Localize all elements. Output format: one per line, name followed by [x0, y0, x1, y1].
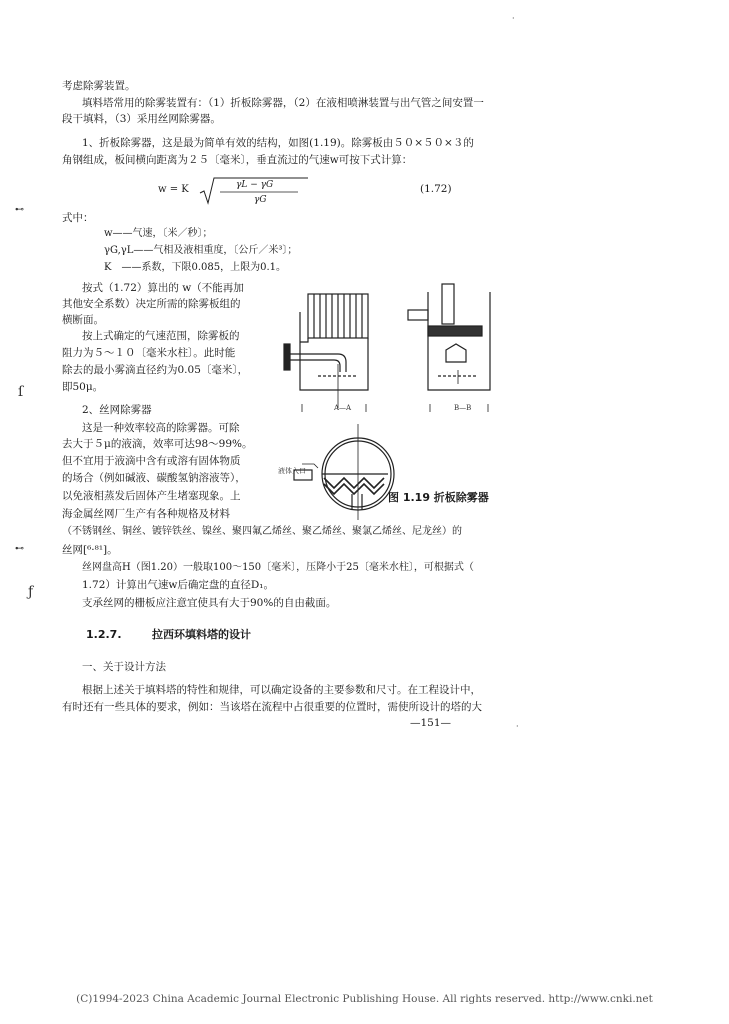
formula-denominator: γG: [254, 195, 267, 205]
text-line: 段干填料，（3）采用丝网除雾器。: [62, 113, 221, 125]
page-number: —151—: [410, 717, 452, 729]
text-line: 以免液相蒸发后固体产生堵塞现象。上: [62, 490, 241, 502]
text-line: 丝网盘高H（图1.20）一般取100～150〔毫米〕，压降小于25〔毫米水柱〕，可根据式（: [82, 562, 474, 573]
text-line: 丝网[⁶·⁸¹]。: [62, 544, 118, 556]
cross-section-drawing: [292, 420, 422, 520]
margin-mark: ⊷: [15, 205, 24, 215]
margin-mark: ſ: [18, 384, 24, 400]
text-line: 2、丝网除雾器: [82, 404, 152, 416]
text-line: 1、折板除雾器，这是最为简单有效的结构，如图(1.19)。除雾板由５０×５０×３的: [82, 137, 474, 149]
text-line: 去大于５μ的液滴，效率可达98～99%。: [62, 438, 253, 450]
text-line: 除去的最小雾滴直径约为0.05〔毫米〕，: [62, 364, 249, 376]
formula-numerator: γL − γG: [236, 180, 274, 190]
text-line: 但不宜用于液滴中含有或溶有固体物质: [62, 455, 241, 467]
label-b-b: B—B: [454, 404, 472, 412]
text-line: 即50μ。: [62, 381, 104, 393]
text-line: 支承丝网的栅板应注意宜使具有大于90%的自由截面。: [82, 597, 337, 609]
text-line: 阻力为５～１０〔毫米水柱〕。此时能: [62, 347, 236, 359]
figure-1-19: [278, 280, 508, 520]
text-line: 横断面。: [62, 314, 104, 326]
text-line: γG,γL——气相及液相重度，〔公斤／米³〕；: [104, 245, 298, 256]
text-line: 角钢组成，板间横向距离为２５〔毫米〕，垂直流过的气速w可按下式计算：: [62, 154, 413, 166]
subsection-heading: 一、关于设计方法: [82, 661, 166, 673]
text-line: 填料塔常用的除雾装置有：（1）折板除雾器，（2）在液相喷淋装置与出气管之间安置一: [82, 97, 484, 109]
figure-caption: 图 1.19 折板除雾器: [388, 491, 489, 504]
label-inlet: 液体入口: [278, 467, 306, 475]
text-line: 根据上述关于填料塔的特性和规律，可以确定设备的主要参数和尺寸。在工程设计中，: [82, 684, 481, 696]
text-line: 考虑除雾装置。: [62, 80, 136, 92]
text-line: 按上式确定的气速范围，除雾板的: [82, 330, 240, 342]
text-line: 按式（1.72）算出的 w（不能再加: [82, 282, 244, 294]
copyright-footer: (C)1994-2023 China Academic Journal Electronic Publishing House. All rights reserved. http://www.cnki.net: [76, 993, 653, 1005]
section-title: 拉西环填料塔的设计: [152, 628, 251, 641]
text-line: 的场合（例如碱液、碳酸氢钠溶液等），: [62, 472, 246, 484]
text-line: 这是一种效率较高的除雾器。可除: [82, 422, 240, 434]
margin-mark: ·: [516, 722, 519, 731]
view-b-b-drawing: [398, 280, 508, 415]
text-line: 有时还有一些具体的要求，例如：当该塔在流程中占很重要的位置时，需使所设计的塔的大: [62, 701, 482, 713]
text-line: K ——系数，下限0.085，上限为0.1。: [104, 262, 287, 273]
margin-mark: ƒ: [28, 584, 34, 600]
label-a-a: A—A: [334, 404, 352, 412]
text-line: （不锈钢丝、铜丝、镀锌铁丝、镍丝、聚四氟乙烯丝、聚乙烯丝、聚氯乙烯丝、尼龙丝）的: [62, 526, 462, 537]
text-line: 海金属丝网厂生产有各种规格及材料: [62, 508, 230, 520]
formula-lhs: w = K: [158, 184, 189, 195]
equation-number: (1.72): [420, 183, 452, 195]
text-line: 式中：: [62, 212, 94, 224]
section-number: 1.2.7.: [86, 628, 122, 641]
text-line: 其他安全系数）决定所需的除雾板组的: [62, 298, 241, 310]
view-a-a-drawing: [278, 280, 388, 415]
text-line: 1.72）计算出气速w后确定盘的直径D₁。: [82, 579, 274, 591]
formula-1-72: [158, 175, 358, 209]
text-line: w——气速，〔米／秒〕；: [104, 228, 213, 239]
margin-mark: ⊷: [15, 544, 24, 554]
margin-mark: ·: [512, 14, 515, 23]
